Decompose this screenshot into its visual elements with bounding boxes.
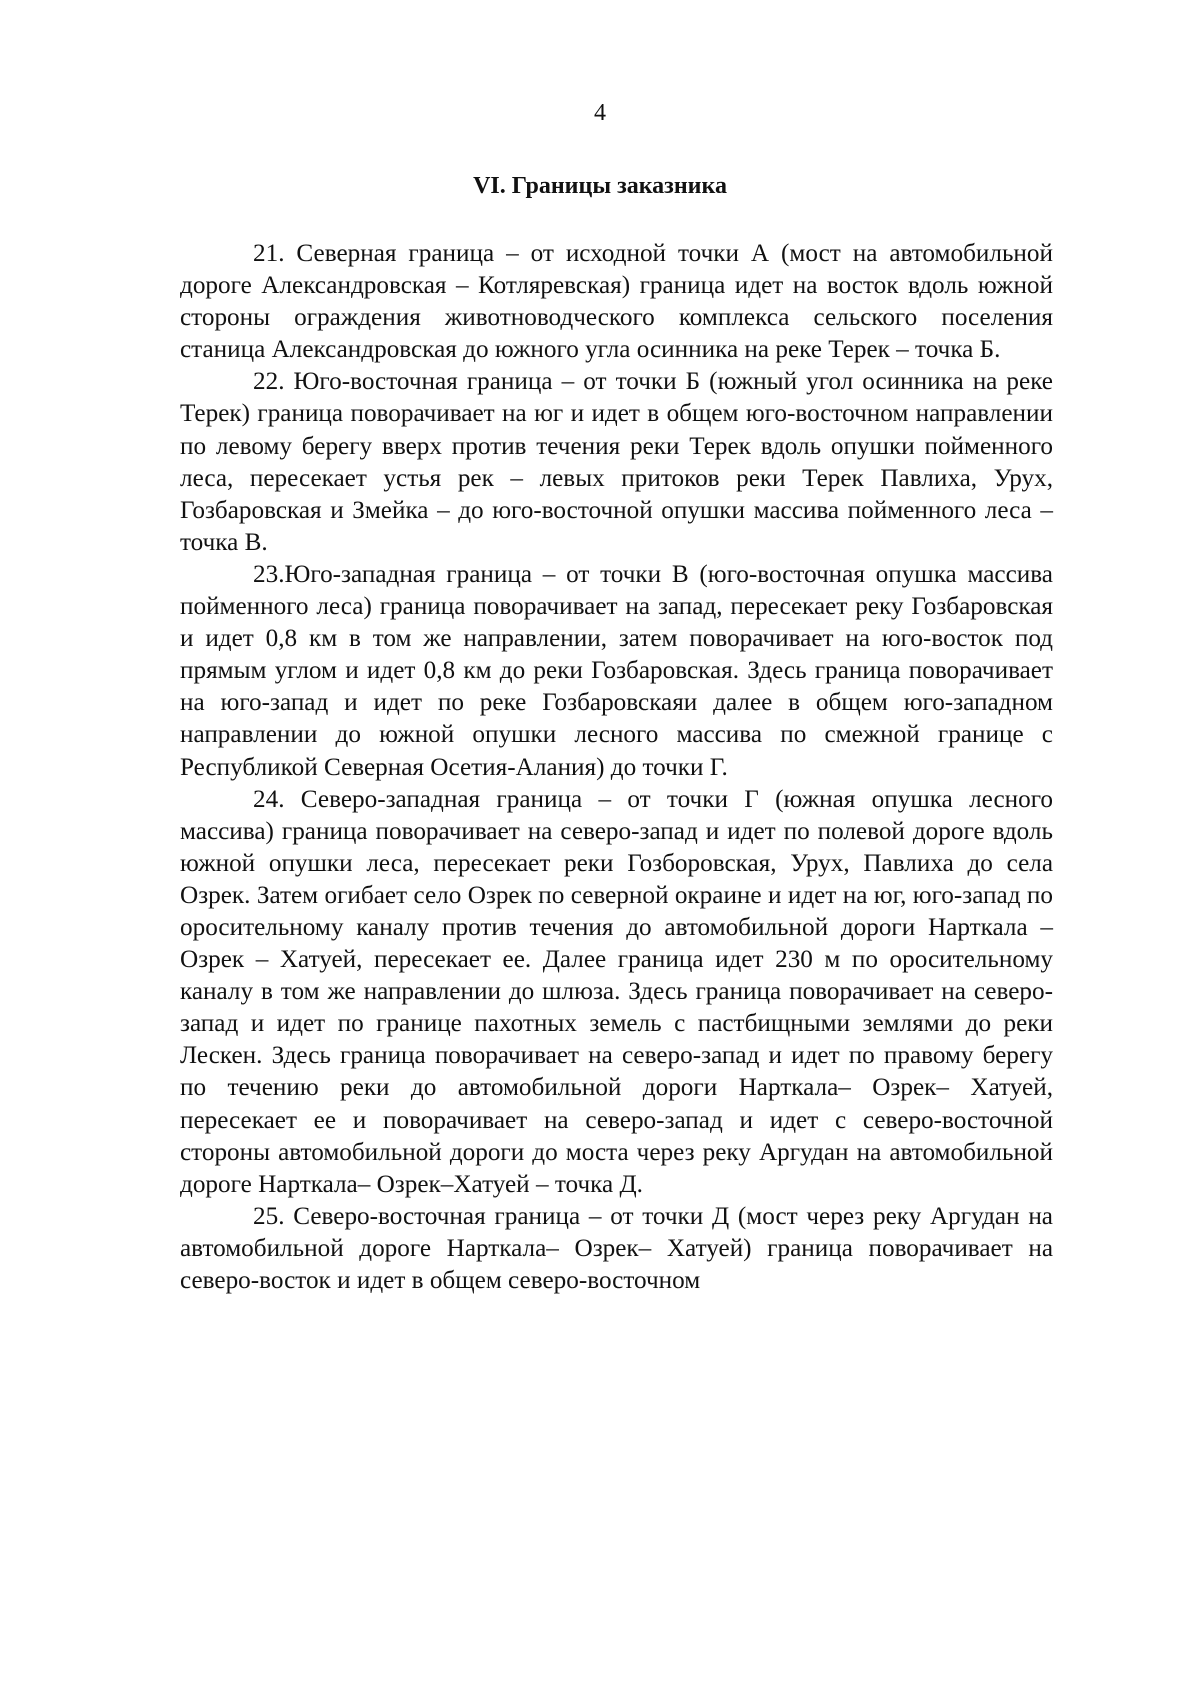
section-title: VI. Границы заказника	[473, 173, 727, 199]
document-body	[180, 238, 1053, 1297]
paragraph-22: 22. Юго-восточная граница – от точки Б (южный угол осинника на реке Терек) граница поворачивает на юг и идет в общем юго-восточном направлении по левому берегу вверх против течения реки Терек вдоль опушки пойменного леса, пересекает устья рек – левых притоков реки Терек Павлиха, Урух, Гозбаровская и Змейка – до юго-восточной опушки массива пойменного леса – точка В.	[180, 368, 1053, 556]
paragraph-25: 25. Северо-восточная граница – от точки Д (мост через реку Аргудан на автомобильной дороге Нарткала– Озрек– Хатуей) граница поворачивает на северо-восток и идет в общем северо-восточном	[180, 1202, 1053, 1294]
paragraph-24: 24. Северо-западная граница – от точки Г (южная опушка лесного массива) граница поворачивает на северо-запад и идет по полевой дороге вдоль южной опушки леса, пересекает реки Гозборовская, Урух, Павлиха до села Озрек. Затем огибает село Озрек по северной окраине и идет на юг, юго-запад по оросительному каналу против течения до автомобильной дороги Нарткала – Озрек – Хатуей, пересекает ее. Далее граница идет 230 м по оросительному каналу в том же направлении до шлюза. Здесь граница поворачивает на северо-запад и идет по границе пахотных земель с пастбищными землями до реки Лескен. Здесь граница поворачивает на северо-запад и идет по правому берегу по течению реки до автомобильной дороги Нарткала– Озрек– Хатуей, пересекает ее и поворачивает на северо-запад и идет с северо-восточной стороны автомобильной дороги до моста через реку Аргудан на автомобильной дороге Нарткала– Озрек–Хатуей – точка Д.	[180, 785, 1053, 1198]
paragraph-23: 23.Юго-западная граница – от точки В (юго-восточная опушка массива пойменного леса) граница поворачивает на запад, пересекает реку Гозбаровская и идет 0,8 км в том же направлении, затем поворачивает на юго-восток под прямым углом и идет 0,8 км до реки Гозбаровская. Здесь граница поворачивает на юго-запад и идет по реке Гозбаровскаяи далее в общем юго-западном направлении до южной опушки лесного массива по смежной границе с Республикой Северная Осетия-Алания) до точки Г.	[180, 560, 1053, 781]
paragraph-21: 21. Северная граница – от исходной точки А (мост на автомобильной дороге Александровская – Котляревская) граница идет на восток вдоль южной стороны ограждения животноводческого комплекса сельского поселения станица Александровская до южного угла осинника на реке Терек – точка Б.	[180, 240, 1053, 364]
page-number: 4	[594, 100, 606, 126]
